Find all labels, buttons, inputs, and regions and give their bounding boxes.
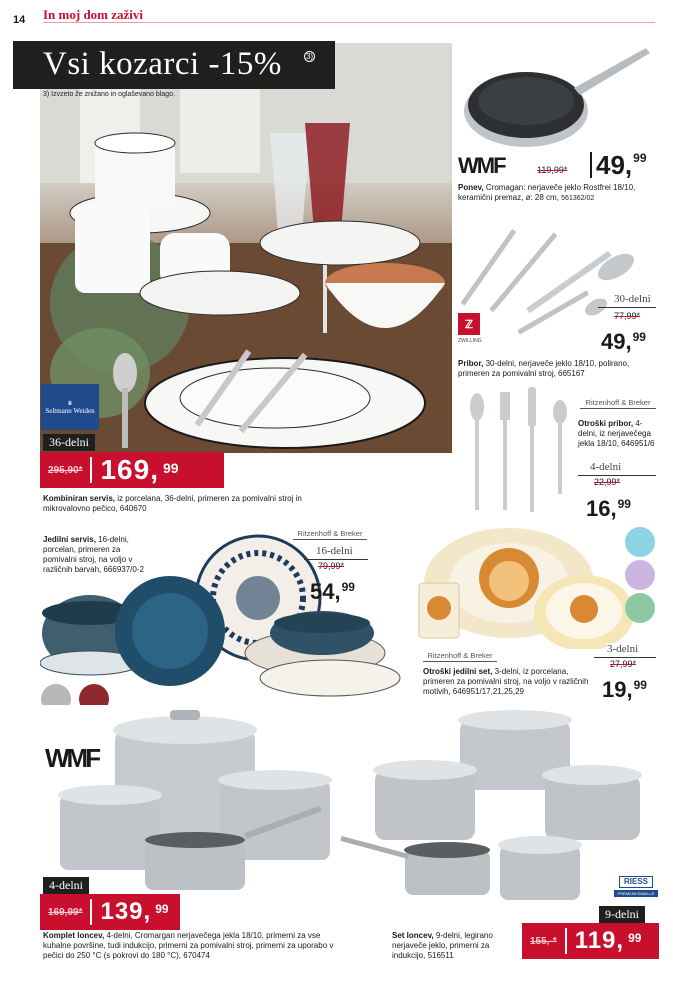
wmf-cookware-title: Komplet loncev, (43, 931, 105, 940)
pan-text: Cromagan: nerjaveče jeklo Rostfrei 18/10, keramični premaz, ø: 28 cm, (458, 183, 636, 202)
dinnerware-pieces: 16-delni (316, 545, 353, 557)
pan-title: Ponev, (458, 183, 484, 192)
pan-price-cents: 99 (633, 151, 647, 165)
riess-cookware-old-price: 155,-* (530, 935, 557, 947)
kids-set-price-main: 19, (602, 677, 633, 702)
kids-cutlery-brand: Ritzenhoff & Breker (580, 398, 656, 409)
kids-cutlery-price-cents: 99 (617, 497, 631, 511)
dinnerware-text: 16-delni, porcelan, primeren za pomivalni stroj, na voljo v različnih barvah, 666937/0-2 (43, 535, 144, 574)
kids-cutlery-title: Otroški pribor, (578, 419, 634, 428)
kids-cutlery-price-main: 16, (586, 496, 617, 521)
riess-cookware-price-box (522, 923, 659, 959)
dinner-set-price-cents: 99 (162, 460, 179, 476)
kids-cutlery-price (586, 498, 631, 520)
dinner-set-old-price: 295,90* (48, 464, 83, 476)
riess-cookware-description (392, 931, 512, 961)
pan-description (458, 183, 658, 204)
wmf-cookware-old-price: 169,99* (48, 906, 83, 918)
wmf-logo-cookware: WMF (45, 743, 99, 773)
pan-old-price: 119,99* (537, 165, 568, 175)
wmf-cookware-price-box (40, 894, 180, 930)
header-divider (43, 22, 655, 23)
dinnerware-title: Jedilni servis, (43, 535, 96, 544)
kids-set-text: 3-delni, iz porcelana, primeren za pomivalni stroj, na voljo v različnih motivih, 646951/17,21,25,29 (423, 667, 589, 696)
kids-set-price-cents: 99 (633, 678, 647, 692)
wmf-logo-pan: WMF (458, 153, 505, 178)
cutlery-title: Pribor, (458, 359, 484, 368)
dinnerware-old-price: 79,99* (318, 561, 345, 571)
dinner-set-text: iz porcelana, 36-delni, primeren za pomivalni stroj in mikrovalovno pečico, 640670 (43, 494, 302, 513)
riess-cookware-text: 9-delni, legirano nerjaveče jeklo, primerni za indukcijo, 516511 (392, 931, 493, 960)
motif-swatch-flamingo[interactable] (625, 527, 655, 557)
dinner-set-title: Kombiniran servis, (43, 494, 116, 503)
kids-cutlery-text: 4-delni, iz nerjavečega jekla 18/10, 646951/6 (578, 419, 655, 448)
pan-photo (456, 43, 656, 155)
kids-set-description (423, 667, 591, 697)
motif-swatch-unicorn[interactable] (625, 560, 655, 590)
riess-cookware-photo (340, 705, 660, 917)
cutlery-photo (456, 222, 656, 340)
wmf-cookware-price-cents: 99 (155, 902, 169, 916)
kids-set-price (602, 679, 647, 701)
footnote-mark: 3) (305, 52, 314, 61)
cutlery-text: 30-delni, nerjaveče jeklo 18/10, polirano, primeren za pomivalni stroj, 665167 (458, 359, 630, 378)
seltmann-logo (41, 384, 99, 430)
pan-price (596, 152, 647, 178)
riess-cookware-title: Set loncev, (392, 931, 434, 940)
pan-code: 561362/02 (561, 195, 595, 202)
riess-cookware-pieces: 9-delni (599, 906, 645, 923)
kids-set-photo (414, 523, 656, 649)
kids-cutlery-pieces: 4-delni (590, 461, 622, 473)
kids-set-title: Otroški jedilni set, (423, 667, 493, 676)
pan-price-main: 49, (596, 150, 633, 180)
promo-footnote: 3) Izvzeto že znižano in oglaševano blago. (43, 91, 175, 98)
riess-cookware-price-cents: 99 (628, 931, 642, 945)
wmf-cookware-photo (40, 705, 352, 897)
dinner-set-description (43, 494, 303, 514)
kids-cutlery-description (578, 419, 658, 449)
cutlery-old-price: 77,99* (614, 311, 641, 321)
dinnerware-brand: Ritzenhoff & Breker (293, 529, 367, 540)
zwilling-logo-icon: ℤ (458, 313, 480, 335)
dinner-set-pieces-tag: 36-delni (43, 434, 95, 451)
promo-title: Vsi kozarci -15% (43, 46, 282, 82)
cutlery-price (601, 331, 646, 353)
wmf-cookware-price: 139, (100, 898, 152, 925)
dinner-set-photo (40, 43, 452, 453)
crown-icon: ♛ (67, 400, 73, 407)
riess-brand-sub: PREMIUM EMAILLE (614, 890, 658, 897)
cutlery-description (458, 359, 658, 379)
wmf-cookware-text: 4-delni, Cromargan nerjavečega jekla 18/10, primerni za vse kuhalne površine, tudi indukcijo, primerni za pomivalni stroj, primerni za uporabo v pečici do 250 °C (s pokrovi do 180 °C), 670474 (43, 931, 334, 960)
dinnerware-price-main: 54, (310, 579, 341, 604)
cutlery-pieces: 30-delni (614, 293, 651, 305)
kids-set-pieces: 3-delni (607, 643, 639, 655)
kids-set-brand: Ritzenhoff & Breker (423, 651, 497, 662)
wmf-cookware-pieces: 4-delni (43, 877, 89, 894)
page-number: 14 (13, 14, 26, 26)
motif-swatch-dino[interactable] (625, 593, 655, 623)
riess-cookware-price: 119, (574, 927, 625, 954)
dinnerware-price-cents: 99 (341, 580, 355, 594)
dinnerware-price (310, 581, 355, 603)
zwilling-brand: ZWILLING (458, 338, 482, 344)
kids-cutlery-old-price: 22,99* (594, 477, 621, 487)
seltmann-brand: Seltmann Weiden (45, 406, 95, 415)
wmf-cookware-description (43, 931, 343, 961)
kids-set-old-price: 27,99* (610, 659, 637, 669)
section-title: In moj dom zaživi (43, 7, 144, 22)
kids-cutlery-photo (462, 382, 582, 518)
cutlery-price-cents: 99 (632, 330, 646, 344)
riess-logo: RIESS (619, 876, 653, 888)
dinner-set-price-box (40, 452, 224, 488)
dinnerware-description (43, 535, 153, 575)
cutlery-price-main: 49, (601, 329, 632, 354)
dinner-set-price: 169, (100, 454, 159, 485)
